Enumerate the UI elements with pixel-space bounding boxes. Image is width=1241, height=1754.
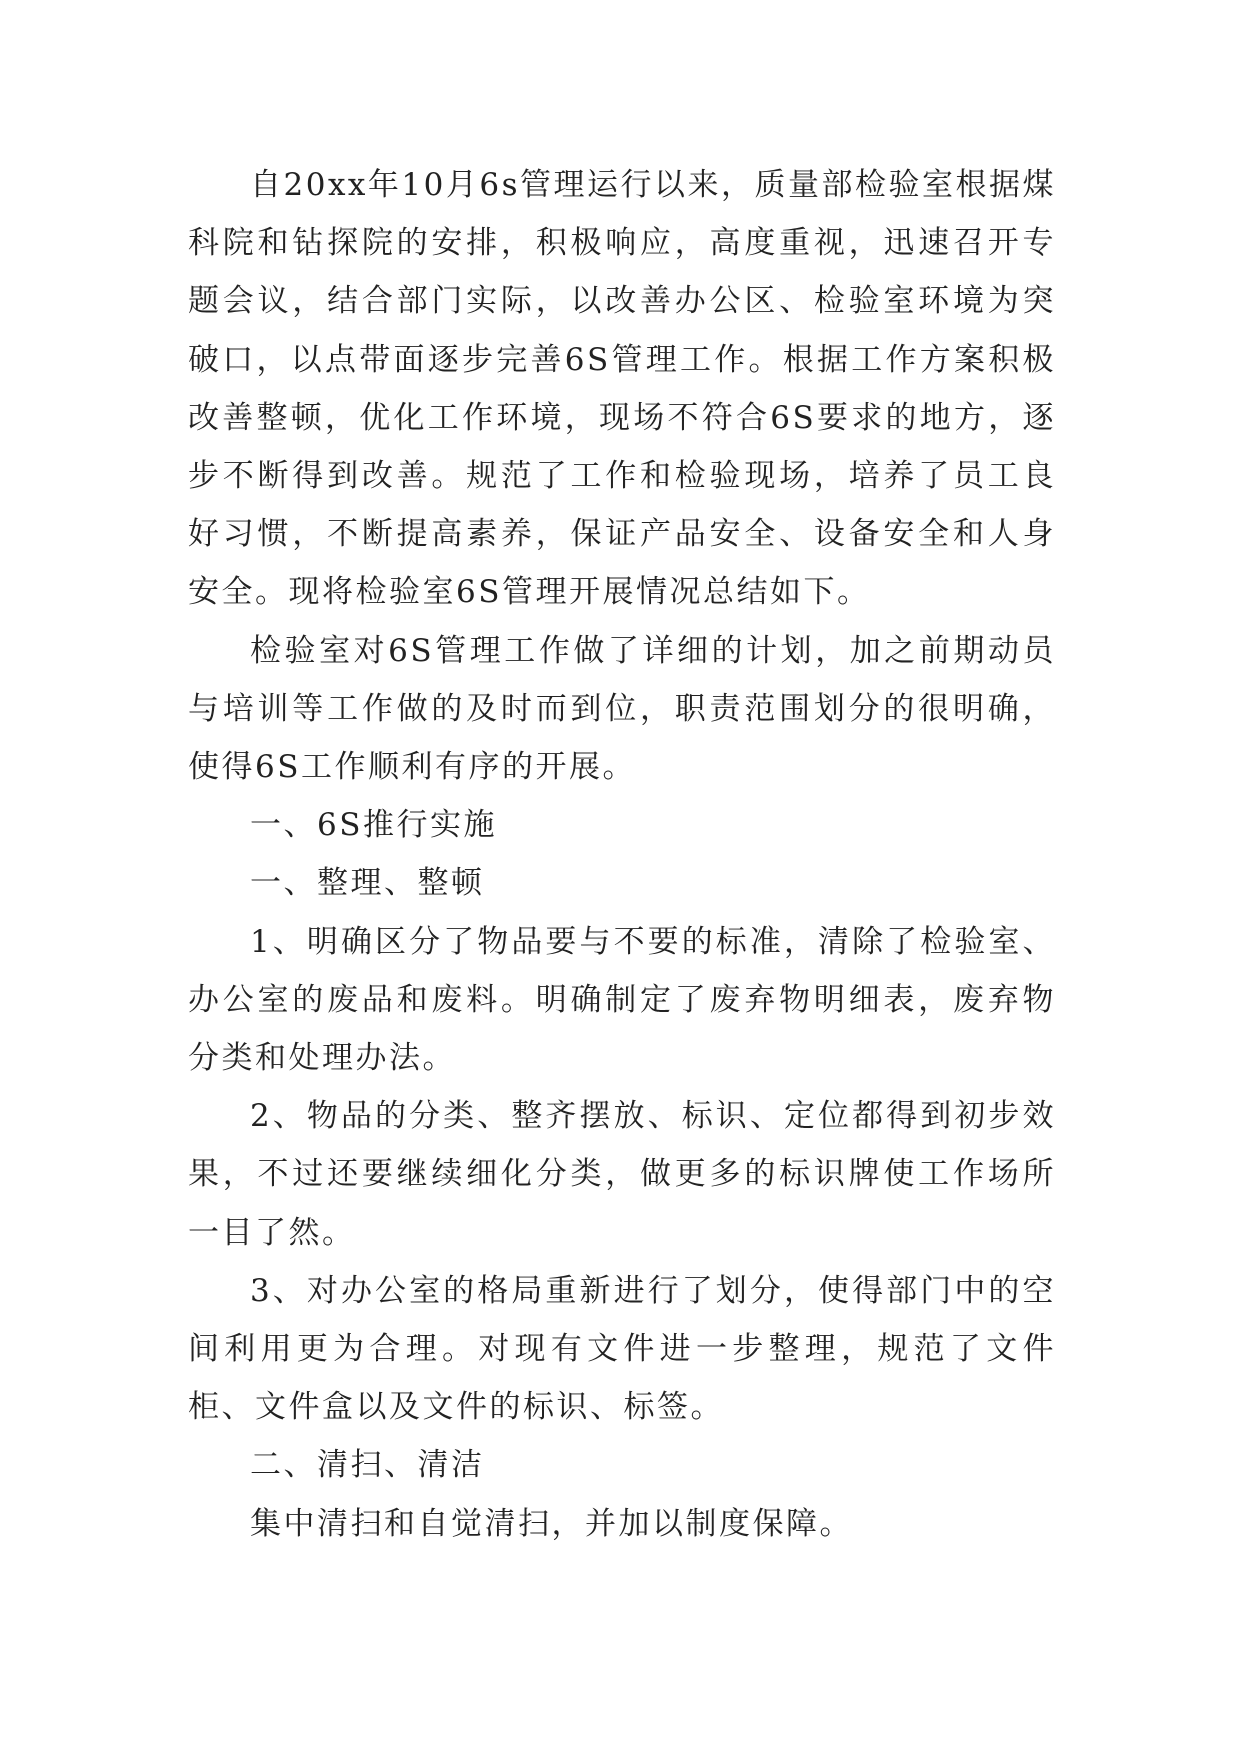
item-paragraph-1: 1、明确区分了物品要与不要的标准，清除了检验室、办公室的废品和废料。明确制定了废弃物明细表，废弃物分类和处理办法。	[188, 923, 1056, 1077]
plan-paragraph: 检验室对6S管理工作做了详细的计划，加之前期动员与培训等工作做的及时而到位，职责范围划分的很明确，使得6S工作顺利有序的开展。	[188, 632, 1056, 786]
subsection-heading-clean: 二、清扫、清洁	[250, 1447, 485, 1484]
clean-paragraph: 集中清扫和自觉清扫，并加以制度保障。	[250, 1505, 853, 1542]
document-body	[188, 156, 1056, 1553]
intro-paragraph: 自20xx年10月6s管理运行以来，质量部检验室根据煤科院和钻探院的安排，积极响应，高度重视，迅速召开专题会议，结合部门实际，以改善办公区、检验室环境为突破口，以点带面逐步完善6S管理工作。根据工作方案积极改善整顿，优化工作环境，现场不符合6S要求的地方，逐步不断得到改善。规范了工作和检验现场，培养了员工良好习惯，不断提高素养，保证产品安全、设备安全和人身安全。现将检验室6S管理开展情况总结如下。	[188, 167, 1056, 611]
section-heading-implementation: 一、6S推行实施	[250, 807, 497, 844]
subsection-heading-sort-arrange: 一、整理、整顿	[250, 865, 485, 902]
item-paragraph-2: 2、物品的分类、整齐摆放、标识、定位都得到初步效果，不过还要继续细化分类，做更多的标识牌使工作场所一目了然。	[188, 1098, 1056, 1251]
item-paragraph-3: 3、对办公室的格局重新进行了划分，使得部门中的空间利用更为合理。对现有文件进一步整理，规范了文件柜、文件盒以及文件的标识、标签。	[188, 1272, 1056, 1426]
